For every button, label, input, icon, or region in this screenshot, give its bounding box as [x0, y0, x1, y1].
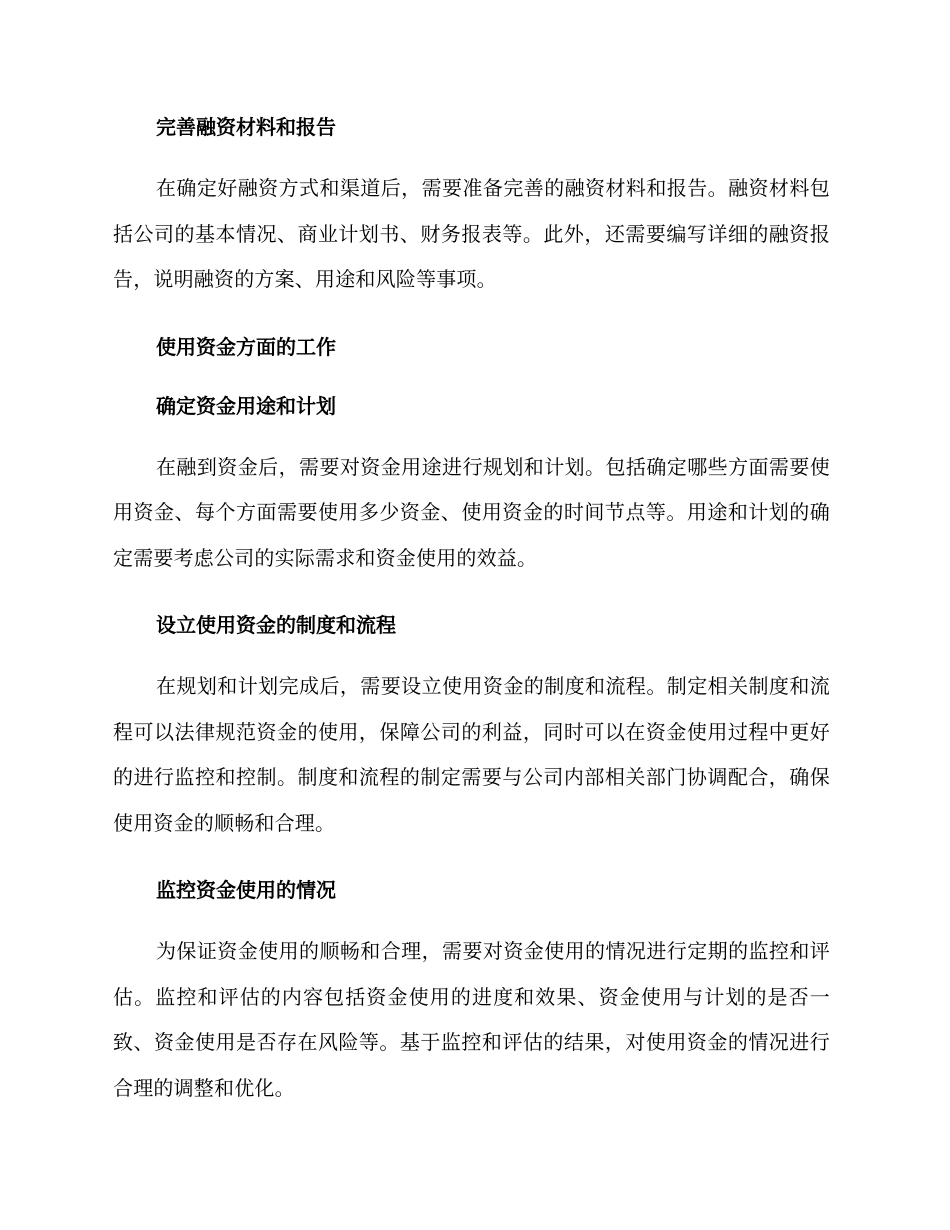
section-heading-financing-materials: 完善融资材料和报告: [156, 115, 336, 139]
section-paragraph-fund-purpose-plan: 在融到资金后，需要对资金用途进行规划和计划。包括确定哪些方面需要使用资金、每个方面需要使用多少资金、使用资金的时间节点等。用途和计划的确定需要考虑公司的实际需求和资金使用的效益。: [113, 454, 830, 570]
section-paragraph-fund-monitoring: 为保证资金使用的顺畅和合理，需要对资金使用的情况进行定期的监控和评估。监控和评估的内容包括资金使用的进度和效果、资金使用与计划的是否一致、资金使用是否存在风险等。基于监控和评估的结果，对使用资金的情况进行合理的调整和优化。: [113, 939, 830, 1100]
section-heading-fund-purpose-plan: 确定资金用途和计划: [156, 393, 336, 418]
section-paragraph-fund-rules-process: 在规划和计划完成后，需要设立使用资金的制度和流程。制定相关制度和流程可以法律规范资金的使用，保障公司的利益，同时可以在资金使用过程中更好的进行监控和控制。制度和流程的制定需要与公司内部相关部门协调配合，确保使用资金的顺畅和合理。: [113, 674, 830, 835]
section-heading-fund-monitoring: 监控资金使用的情况: [156, 878, 336, 902]
section-heading-fund-rules-process: 设立使用资金的制度和流程: [156, 613, 396, 637]
section-heading-fund-usage-work: 使用资金方面的工作: [156, 334, 336, 359]
section-paragraph-financing-materials: 在确定好融资方式和渠道后，需要准备完善的融资材料和报告。融资材料包括公司的基本情况、商业计划书、财务报表等。此外，还需要编写详细的融资报告，说明融资的方案、用途和风险等事项。: [113, 176, 830, 291]
